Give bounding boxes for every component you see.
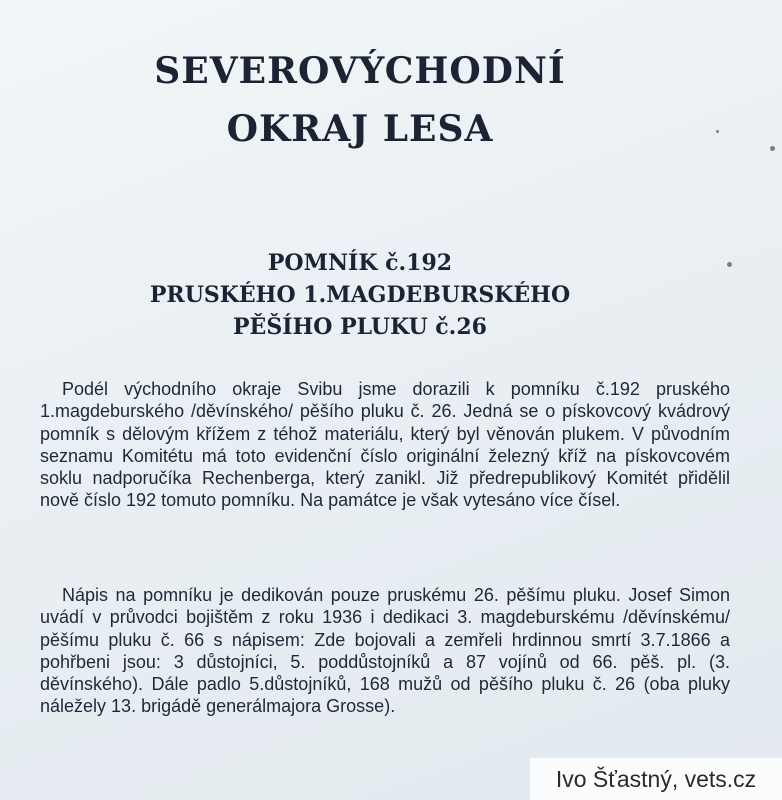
sign-title-line-1: SEVEROVÝCHODNÍ (154, 50, 566, 92)
body-paragraph-2: Nápis na pomníku je dedikován pouze pruskému 26. pěšímu pluku. Josef Simon uvádí v průvodci bojištěm z roku 1936 i dedikaci 3. magdeburskému /děvínskému/ pěšímu pluku č. 66 s nápisem: Zde bojovali a zemřeli hrdinnou smrtí 3.7.1866 a pohřbeni jsou: 3 důstojníci, 5. poddůstojníků a 87 vojínů od 66. pěš. pl. (3. děvínského). Dále padlo 5.důstojníků, 168 mužů od pěšího pluku č. 26 (oba pluky náležely 13. brigádě generálmajora Grosse). (40, 585, 730, 717)
regiment-name-line-2: PĚŠÍHO PLUKU č.26 (233, 314, 487, 340)
dirt-speck (716, 130, 719, 133)
dirt-speck (770, 146, 775, 151)
regiment-name-line-1: PRUSKÉHO 1.MAGDEBURSKÉHO (149, 282, 571, 308)
sign-title-line-2: OKRAJ LESA (226, 108, 494, 150)
body-paragraph-1: Podél východního okraje Svibu jsme dorazili k pomníku č.192 pruského 1.magdeburského /děvínského/ pěšího pluku č. 26. Jedná se o pískovcový kvádrový pomník s dělovým křížem z téhož materiálu, který byl věnován plukem. V původním seznamu Komitétu má toto evidenční číslo originální železný kříž na pískovcovém soklu nadporučíka Rechenberga, který zanikl. Již předrepublikový Komitét přidělil nově číslo 192 tomuto pomníku. Na památce je však vytesáno více čísel. (40, 379, 730, 511)
photo-credit-watermark: Ivo Šťastný, vets.cz (530, 758, 782, 800)
dirt-speck (727, 262, 732, 267)
monument-number: POMNÍK č.192 (267, 250, 453, 276)
